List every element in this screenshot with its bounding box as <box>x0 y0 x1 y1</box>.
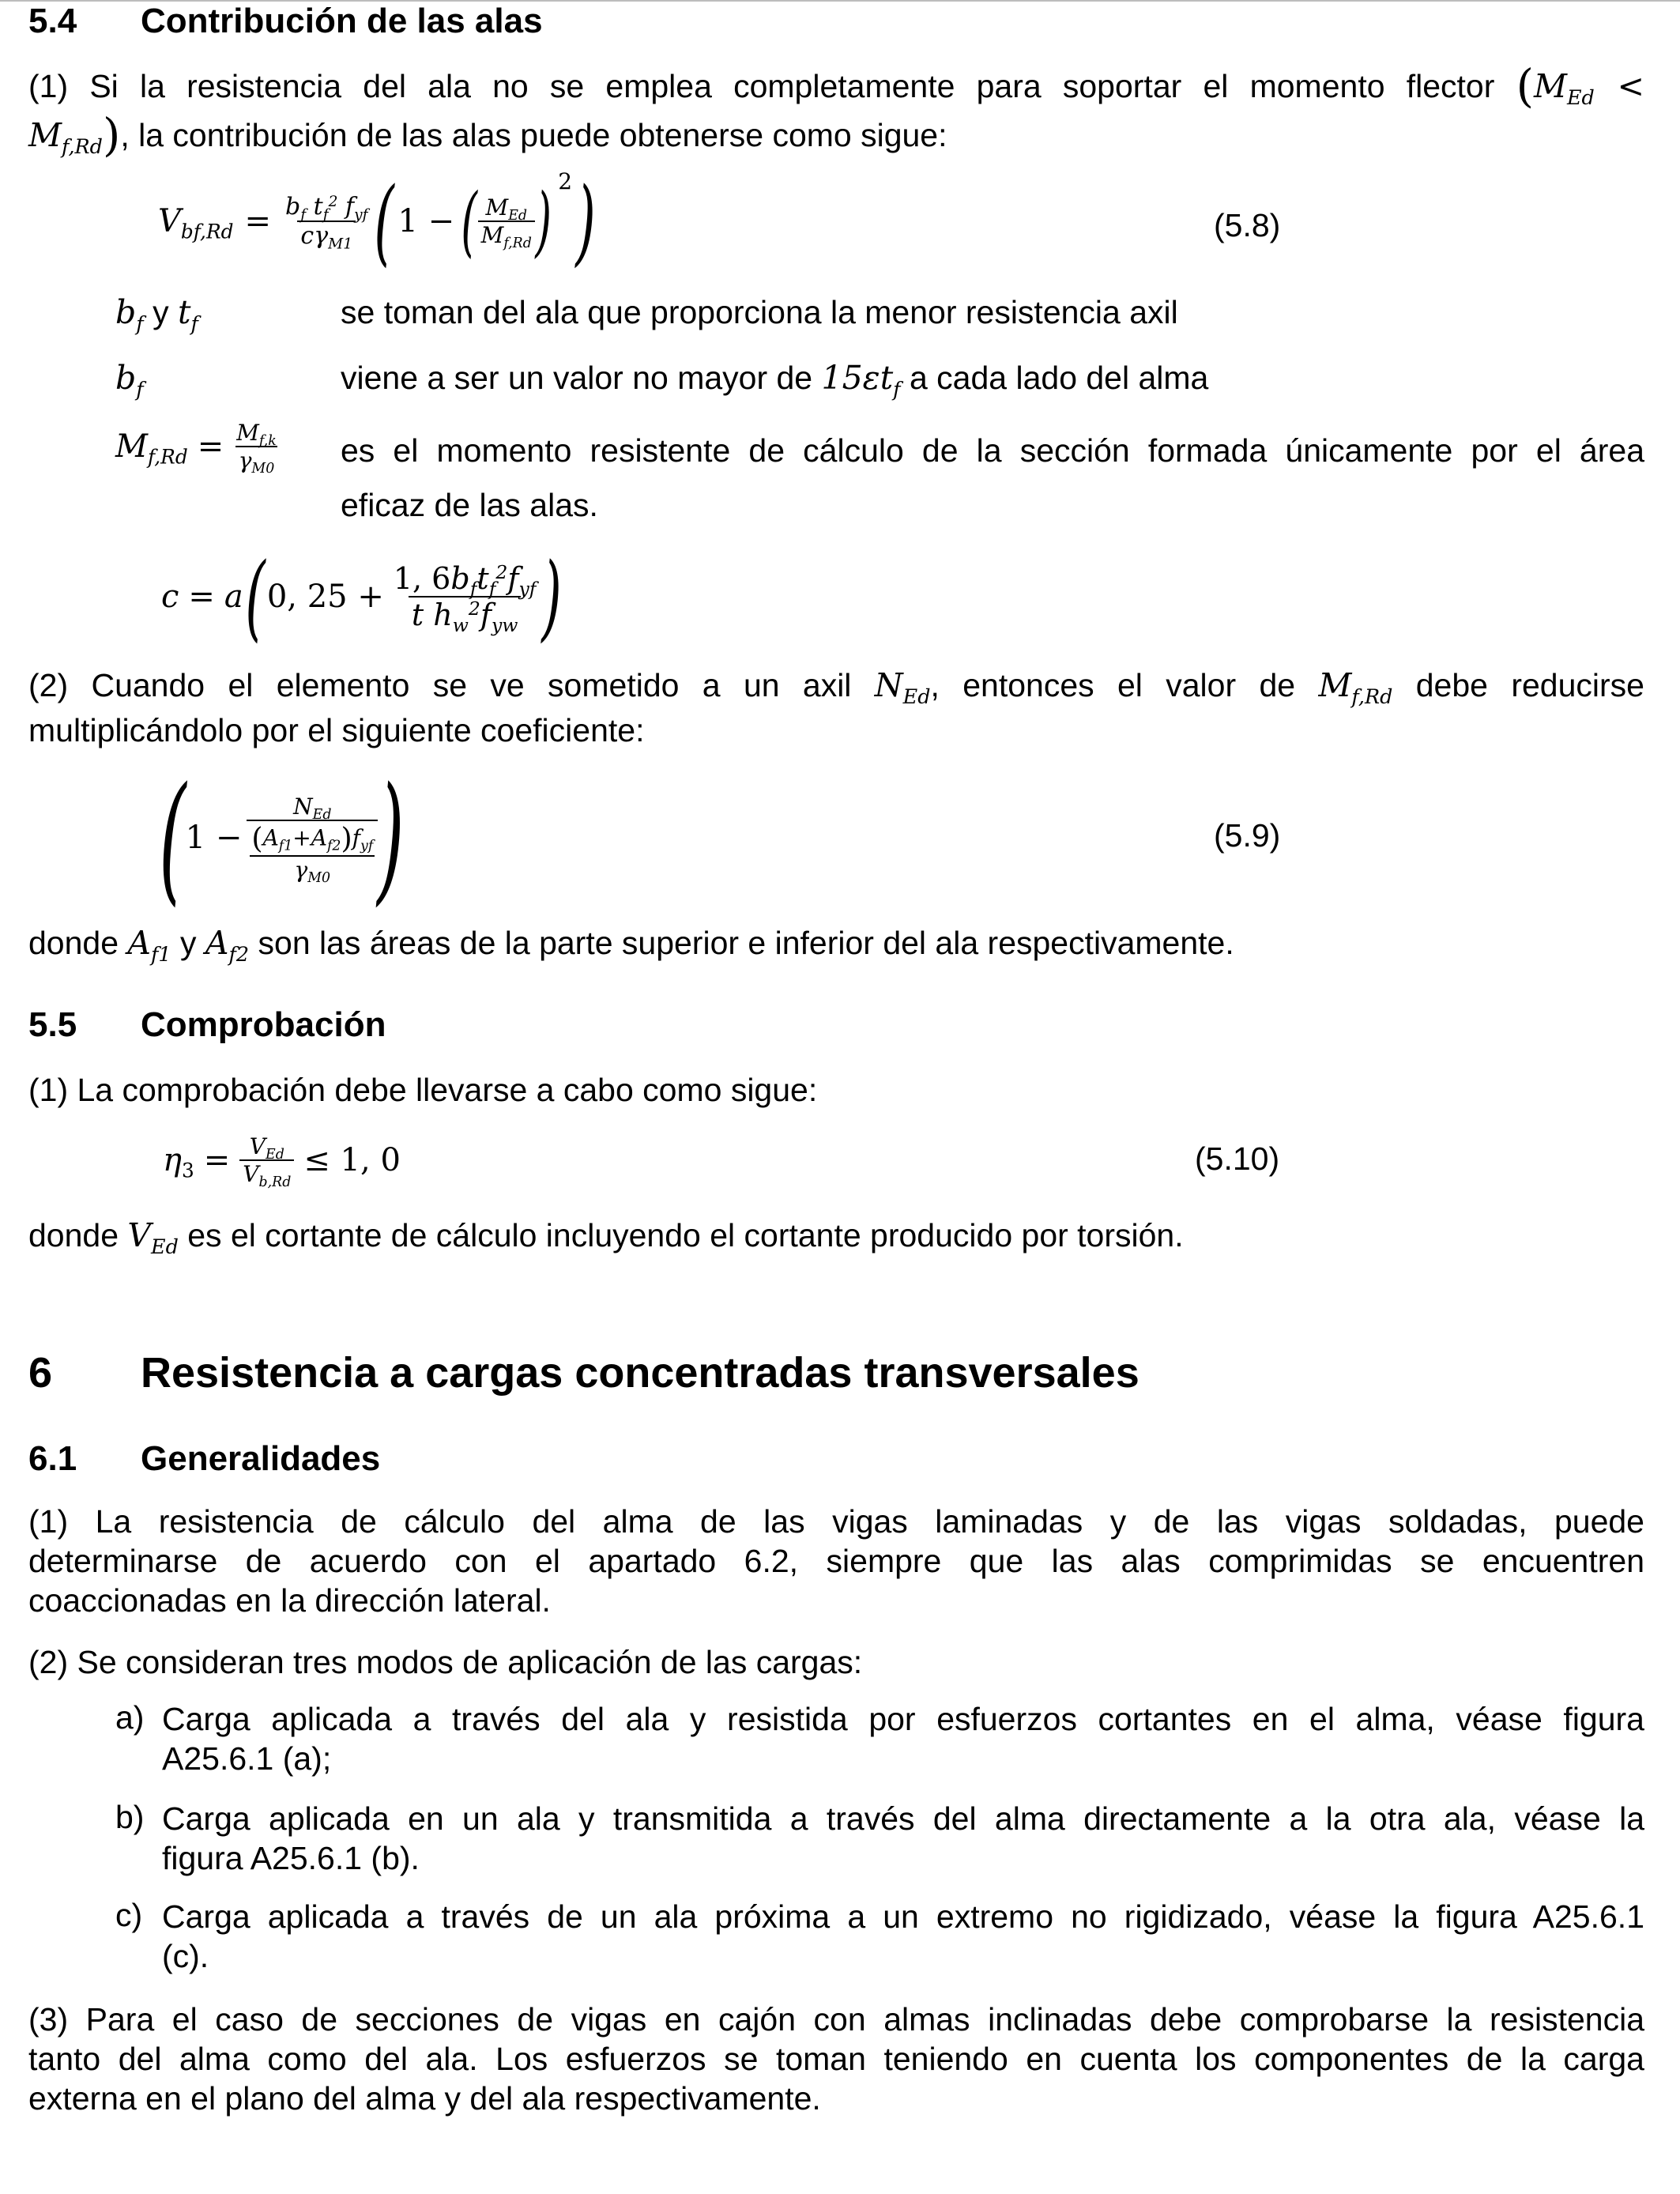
section-title: Comprobación <box>141 1005 386 1044</box>
section-title: Generalidades <box>141 1439 381 1478</box>
paragraph-line: externa en el plano del alma y del ala respectivamente. <box>28 2080 821 2117</box>
paragraph-line: multiplicándolo por el siguiente coeficiente: <box>28 712 645 748</box>
section-number: 6 <box>28 1349 53 1397</box>
paragraph-line: coaccionadas en la dirección lateral. <box>28 1582 551 1619</box>
equation-c: c = a ( 0, 25 + $\frac{1, 6b_ft_f^2f_{yf}}{t h_w^2f_{yw}}$ ) <box>161 542 562 651</box>
chapter-heading-6 <box>28 1348 1451 1400</box>
equation-number: (5.9) <box>1214 817 1281 854</box>
paragraph-line <box>28 59 1644 113</box>
definition-text: viene a ser un valor no mayor de $15\varepsilon t_f$ a cada lado del alma <box>341 359 1209 401</box>
section-title: Contribución de las alas <box>141 2 543 40</box>
section-heading-6-1 <box>28 1439 977 1483</box>
list-item-line: (c). <box>162 1938 209 1974</box>
equation-5-8: $V_{bf,Rd}$ = $\frac{b_f t_f^2 f_{yf}}{c\gamma_{M1}}$ ( 1 − ( $\frac{M_{Ed}}{M_{f,Rd}}$ ) 2 ) <box>158 167 596 276</box>
paragraph-line: (1) La resistencia de cálculo del alma de las vigas laminadas y de las vigas soldadas, puede <box>28 1503 1644 1540</box>
section-number: 5.4 <box>28 2 77 40</box>
paragraph-line: (3) Para el caso de secciones de vigas en cajón con almas inclinadas debe comprobarse la resistencia <box>28 2001 1644 2038</box>
section-title: Resistencia a cargas concentradas transversales <box>141 1349 1139 1397</box>
definition-symbol: $b_f$ <box>115 359 144 401</box>
paragraph-line: (2) Se consideran tres modos de aplicación de las cargas: <box>28 1644 863 1680</box>
list-marker: a) <box>115 1699 145 1736</box>
paragraph-text: (1) Si la resistencia del ala no se emplea completamente para soportar el momento flector <box>28 68 1495 104</box>
list-item-line: Carga aplicada a través del ala y resistida por esfuerzos cortantes en el alma, véase figura <box>162 1701 1644 1737</box>
list-item-line: figura A25.6.1 (b). <box>162 1840 420 1876</box>
section-number: 6.1 <box>28 1439 77 1478</box>
equation-5-9: ( 1 − $N_{Ed}$ $(A_{f1}+A_{f2})f_{yf}$ $\gamma_{M0}$ ) <box>159 756 405 919</box>
paragraph-line: (1) La comprobación debe llevarse a cabo como sigue: <box>28 1072 818 1108</box>
paragraph-text: , la contribución de las alas puede obtenerse como sigue: <box>120 117 947 153</box>
definition-text: eficaz de las alas. <box>341 487 598 523</box>
definition-text: es el momento resistente de cálculo de la sección formada únicamente por el área <box>341 432 1644 469</box>
section-number: 5.5 <box>28 1005 77 1044</box>
list-item-line: Carga aplicada en un ala y transmitida a través del alma directamente a la otra ala, véase la <box>162 1800 1644 1837</box>
section-heading-5-4 <box>28 2 977 46</box>
list-item-line: A25.6.1 (a); <box>162 1740 332 1777</box>
list-marker: c) <box>115 1897 143 1933</box>
definition-symbol: $M_{f,Rd}$ = $\frac{M_{f,k}}{\gamma_{M0}}$ <box>115 420 277 477</box>
definition-text: se toman del ala que proporciona la menor resistencia axil <box>341 294 1178 330</box>
definition-symbol: $b_f$ y $t_f$ <box>115 293 198 335</box>
paragraph-line: (2) Cuando el elemento se ve sometido a un axil $N_{Ed}$, entonces el valor de $M_{f,Rd}$ debe reducirse <box>28 666 1644 708</box>
list-item-line: Carga aplicada a través de un ala próxima a un extremo no rigidizado, véase la figura A25.6.1 <box>162 1898 1644 1935</box>
paragraph-line: donde $A_{f1}$ y $A_{f2}$ son las áreas de la parte superior e inferior del ala respectivamente. <box>28 924 1234 966</box>
paragraph-line: donde $V_{Ed}$ es el cortante de cálculo incluyendo el cortante producido por torsión. <box>28 1216 1184 1258</box>
math-inline: ($M_{Ed}$ < <box>1516 59 1644 113</box>
section-heading-5-5 <box>28 1005 977 1050</box>
math-inline: $M_{f,Rd}$) <box>28 108 121 162</box>
list-marker: b) <box>115 1799 145 1835</box>
equation-number: (5.8) <box>1214 207 1281 243</box>
paragraph-line: determinarse de acuerdo con el apartado 6.2, siempre que las alas comprimidas se encuentren <box>28 1543 1644 1579</box>
equation-5-10: $\eta_3$ = $\frac{V_{Ed}}{V_{b,Rd}}$ ≤ 1, 0 <box>163 1133 401 1191</box>
paragraph-line <box>28 108 947 162</box>
paragraph-line: tanto del alma como del ala. Los esfuerzos se toman teniendo en cuenta los componentes de la carga <box>28 2041 1644 2077</box>
equation-number: (5.10) <box>1195 1140 1280 1177</box>
